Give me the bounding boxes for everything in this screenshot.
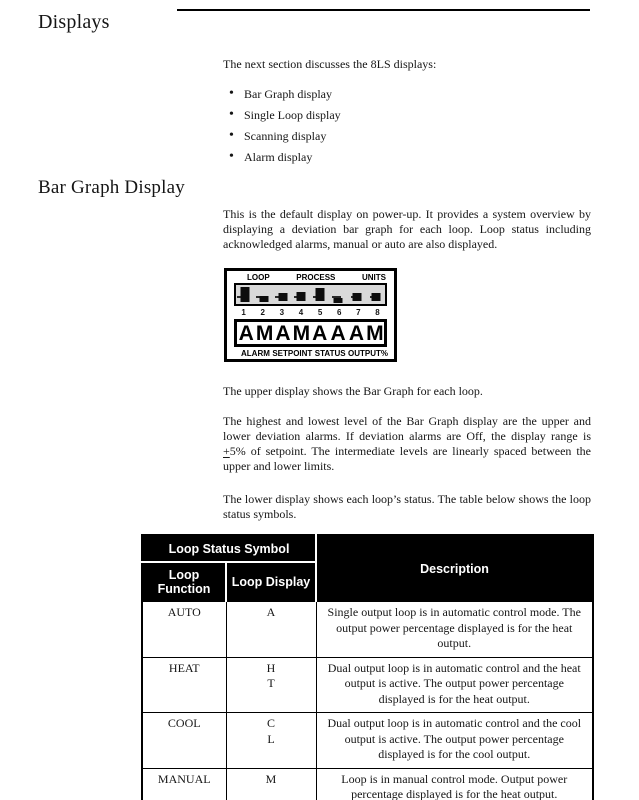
deviation-bar xyxy=(371,293,380,301)
page-title: Displays xyxy=(38,11,110,33)
status-letter: A xyxy=(238,322,254,345)
bar-slot xyxy=(311,285,330,304)
table-row-manual xyxy=(142,768,593,800)
loop-display-cell xyxy=(226,602,316,658)
label-setpoint: SETPOINT xyxy=(272,349,313,358)
loop-number: 5 xyxy=(317,308,323,317)
deviation-bar xyxy=(241,287,250,302)
status-letter: A xyxy=(348,322,365,345)
status-letter: A xyxy=(330,322,346,345)
loop-numbers-row xyxy=(234,306,387,319)
loop-status-display xyxy=(234,319,387,347)
loop-number: 1 xyxy=(241,308,246,317)
loop-number: 7 xyxy=(356,308,361,317)
bar-slot xyxy=(329,285,348,304)
label-units: UNITS xyxy=(361,273,386,282)
table-header-loop-display: Loop Display xyxy=(226,562,316,602)
display-letter: M xyxy=(265,771,277,786)
list-item-single-loop: • Single Loop display xyxy=(223,109,591,122)
paragraph-deviation-levels xyxy=(223,414,591,474)
loop-number: 3 xyxy=(279,308,285,317)
label-loop: LOOP xyxy=(247,273,270,282)
loop-function-cell: AUTO xyxy=(142,602,226,658)
plus-minus-symbol: + xyxy=(223,444,230,458)
status-letter: M xyxy=(366,322,384,345)
label-status: STATUS xyxy=(314,349,346,358)
paragraph-lower-display: The lower display shows each loop’s status. The table below shows the loop status symbols. xyxy=(223,492,591,521)
loop-display-cell xyxy=(226,768,316,800)
display-letter: T xyxy=(267,676,275,690)
loop-number: 4 xyxy=(298,308,304,317)
table-row-auto xyxy=(142,602,593,658)
loop-number: 6 xyxy=(336,308,342,317)
description-cell: Dual output loop is in automatic control and the heat output is active. The output power percentage displayed is for the heat output. xyxy=(316,657,593,713)
list-item-bar-graph: • Bar Graph display xyxy=(223,88,591,101)
loop-function-cell: HEAT xyxy=(142,657,226,713)
label-output-percent: OUTPUT% xyxy=(347,349,388,358)
table-header-loop-function: Loop Function xyxy=(142,562,226,602)
loop-display-cell xyxy=(226,713,316,769)
deviation-bar xyxy=(297,292,306,301)
display-letter: L xyxy=(267,731,275,746)
intro-lead: The next section discusses the 8LS displays: xyxy=(223,57,437,71)
para-levels-text-after: 5% of setpoint. The intermediate levels are linearly spaced between the upper and lower limits. xyxy=(223,444,591,473)
table-header-loop-status-symbol: Loop Status Symbol xyxy=(142,535,316,562)
bar-graph-display-figure xyxy=(224,268,397,362)
paragraph-upper-display: The upper display shows the Bar Graph for each loop. xyxy=(223,384,483,398)
list-item-scanning: • Scanning display xyxy=(223,130,591,143)
display-letter: A xyxy=(266,605,276,619)
deviation-bar xyxy=(278,293,287,301)
loop-function-cell: COOL xyxy=(142,713,226,769)
label-process: PROCESS xyxy=(296,273,336,282)
loop-function-cell: MANUAL xyxy=(142,768,226,800)
bar-slot xyxy=(273,285,292,304)
display-letter: C xyxy=(266,716,275,730)
deviation-bar xyxy=(353,293,362,301)
description-cell: Dual output loop is in automatic control and the cool output is active. The output power percentage displayed is for the cool output. xyxy=(316,713,593,769)
loop-number: 8 xyxy=(375,308,380,317)
status-letter: A xyxy=(275,322,291,345)
bar-slot xyxy=(292,285,311,304)
bar-slot xyxy=(255,285,274,304)
loop-status-table xyxy=(141,534,594,800)
deviation-bar xyxy=(259,296,268,302)
display-bottom-labels xyxy=(227,347,394,358)
deviation-bar xyxy=(334,298,343,304)
display-top-labels xyxy=(227,271,394,282)
deviation-bar xyxy=(315,288,324,301)
description-cell: Loop is in manual control mode. Output power percentage displayed is for the heat output. xyxy=(316,768,593,800)
loop-number: 2 xyxy=(260,308,265,317)
status-letter: M xyxy=(292,322,311,345)
bar-slot xyxy=(366,285,385,304)
table-header-description: Description xyxy=(316,535,593,602)
display-letter: H xyxy=(266,660,276,675)
description-cell: Single output loop is in automatic control mode. The output power percentage displayed is for the heat output. xyxy=(316,602,593,658)
status-letter: M xyxy=(255,322,274,345)
section-title: Bar Graph Display xyxy=(38,177,185,198)
paragraph-default-display: This is the default display on power-up. It provides a system overview by displaying a deviation bar graph for each loop. Loop status including acknowledged alarms, manual or auto are also displayed. xyxy=(223,207,591,251)
bar-graph-panel xyxy=(234,283,387,306)
bar-graph-bars xyxy=(236,285,385,304)
bar-slot xyxy=(348,285,367,304)
list-item-alarm: • Alarm display xyxy=(223,151,591,164)
display-types-list xyxy=(223,88,591,172)
header-rule xyxy=(177,9,590,11)
loop-display-cell xyxy=(226,657,316,713)
label-alarm: ALARM xyxy=(241,349,270,358)
para-levels-text-before: The highest and lowest level of the Bar Graph display are the upper and lower deviation alarms. If deviation alarms are Off, the display range is xyxy=(223,414,591,443)
status-letter: A xyxy=(312,322,328,345)
table-row-heat xyxy=(142,657,593,713)
bar-slot xyxy=(236,285,255,304)
table-row-cool xyxy=(142,713,593,769)
